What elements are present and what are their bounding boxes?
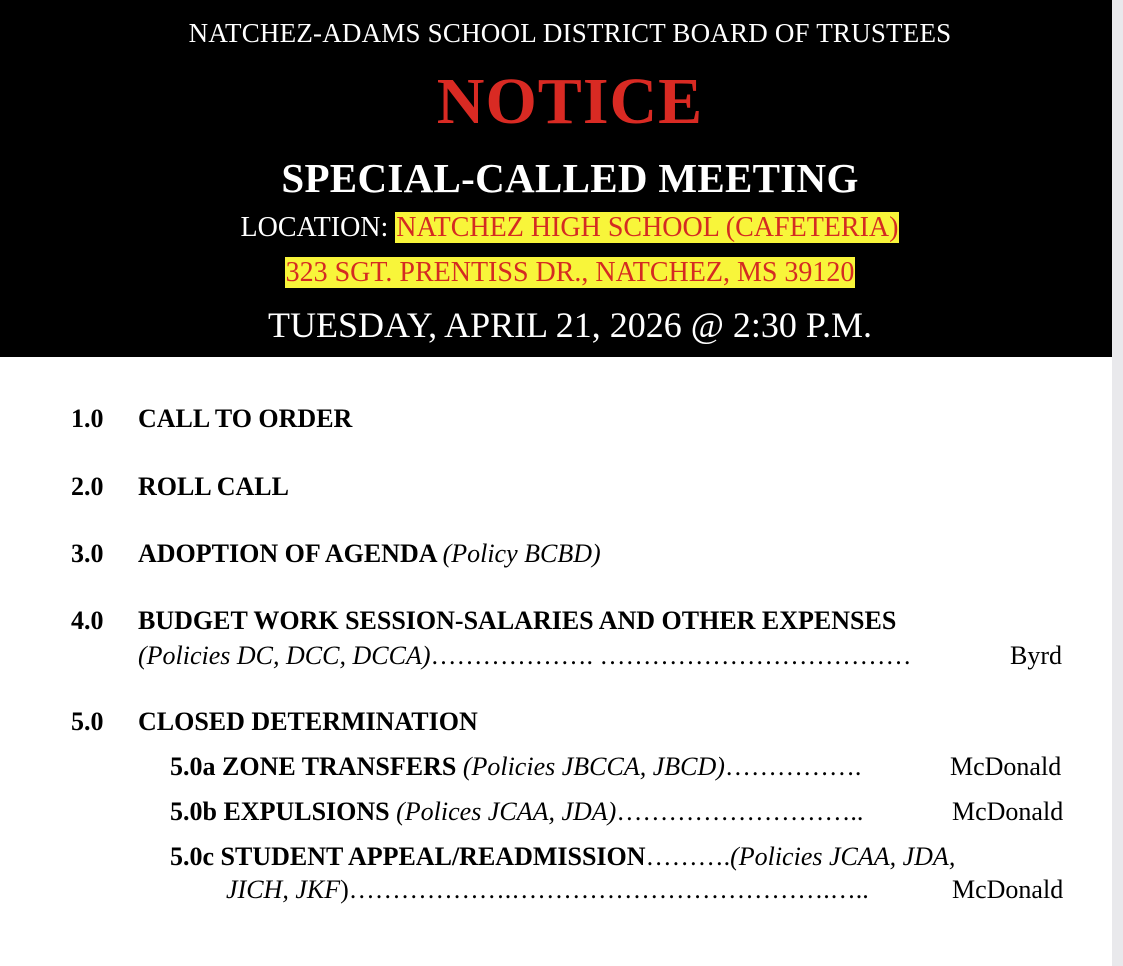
page-edge — [1112, 0, 1123, 966]
sub-item-5a — [170, 752, 861, 782]
location-label: LOCATION: — [240, 212, 396, 243]
sub-code: 5.0b — [170, 797, 224, 826]
sub-owner: McDonald — [950, 752, 1062, 781]
leader-dots: )……………….……………………………….….. — [340, 875, 869, 904]
sub-policy: (Polices JCAA, JDA) — [396, 797, 617, 826]
item-title: BUDGET WORK SESSION-SALARIES AND OTHER EXPENSES — [138, 606, 897, 635]
location-value: NATCHEZ HIGH SCHOOL (CAFETERIA) — [396, 212, 899, 243]
item-title: CLOSED DETERMINATION — [138, 707, 478, 736]
item-number: 2.0 — [71, 472, 104, 501]
item-number: 3.0 — [71, 539, 104, 568]
leader-dots: ……………. — [724, 752, 862, 781]
item-number: 5.0 — [71, 707, 104, 736]
sub-code: 5.0a — [170, 752, 222, 781]
sub-item-5c-continued — [226, 875, 869, 905]
sub-item-5b — [170, 797, 863, 827]
sub-title: EXPULSIONS — [223, 797, 390, 826]
sub-item-5c — [170, 842, 955, 872]
sub-owner: McDonald — [952, 875, 1064, 904]
item-owner: Byrd — [1010, 641, 1062, 670]
sub-title: ZONE TRANSFERS — [222, 752, 457, 781]
sub-title: STUDENT APPEAL/READMISSION — [220, 842, 646, 871]
leader-dots: ………. — [645, 842, 731, 871]
item-policy: (Policy BCBD) — [442, 539, 601, 568]
item-title: ADOPTION OF AGENDA — [138, 539, 437, 568]
item-title: CALL TO ORDER — [138, 404, 353, 433]
item-title-line — [138, 539, 601, 569]
sub-policy: (Policies JBCCA, JBCD) — [462, 752, 725, 781]
sub-policy: (Policies JCAA, JDA, — [730, 842, 956, 871]
item-number: 1.0 — [71, 404, 104, 433]
notice-title: NOTICE — [436, 65, 704, 138]
item-title: ROLL CALL — [138, 472, 289, 501]
item-policy: (Policies DC, DCC, DCCA) — [138, 641, 431, 670]
leader-dots: ………………. ……………………………… — [430, 641, 912, 670]
meeting-type: SPECIAL-CALLED MEETING — [281, 155, 859, 201]
address-value: 323 SGT. PRENTISS DR., NATCHEZ, MS 39120 — [285, 257, 855, 288]
sub-code: 5.0c — [170, 842, 221, 871]
board-title: NATCHEZ-ADAMS SCHOOL DISTRICT BOARD OF TRUSTEES — [188, 18, 952, 48]
sub-policy-continued: JICH, JKF — [226, 875, 341, 904]
meeting-date: TUESDAY, APRIL 21, 2026 @ 2:30 P.M. — [268, 305, 872, 345]
item-4-policy-line — [138, 641, 912, 671]
leader-dots: ……………………….. — [616, 797, 864, 826]
item-number: 4.0 — [71, 606, 104, 635]
sub-owner: McDonald — [952, 797, 1064, 826]
